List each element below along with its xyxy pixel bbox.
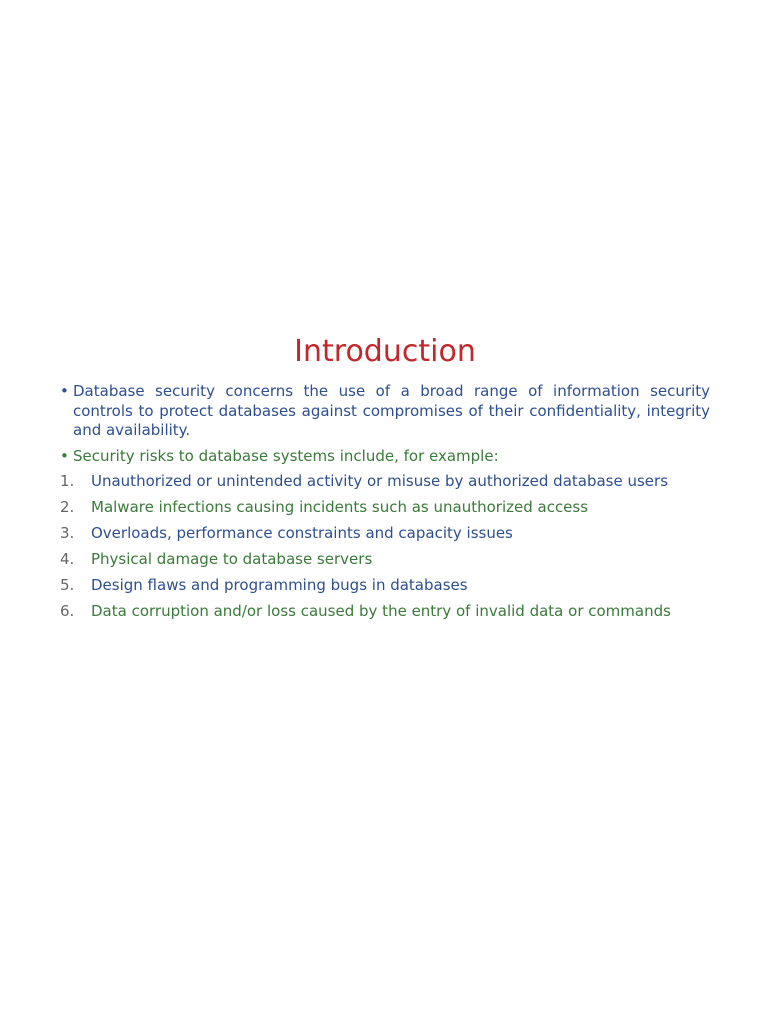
item-text: Overloads, performance constraints and capacity issues [91,524,513,542]
numbered-item [60,602,710,622]
numbered-item [60,576,710,596]
numbered-item [60,498,710,518]
item-text: Physical damage to database servers [91,550,373,568]
bullet-text: Security risks to database systems include, for example: [73,446,499,465]
item-text: Data corruption and/or loss caused by the entry of invalid data or commands [91,602,671,620]
numbered-item [60,524,710,544]
item-text: Design flaws and programming bugs in databases [91,576,468,594]
bullet-text: Database security concerns the use of a broad range of information security controls to protect databases against compromises of their confidentiality, integrity and availability. [73,382,710,439]
item-text: Unauthorized or unintended activity or misuse by authorized database users [91,472,669,490]
slide [60,330,710,628]
bullet-item [60,382,710,441]
numbered-item [60,472,710,492]
slide-title: Introduction [294,334,476,369]
bullet-symbol: • [60,382,69,400]
item-number: 2. [60,498,75,516]
numbered-item [60,550,710,570]
numbered-list [60,472,710,622]
item-number: 3. [60,524,75,542]
bullet-item [60,447,710,467]
item-number: 5. [60,576,75,594]
item-number: 4. [60,550,75,568]
bullet-list [60,382,710,466]
item-number: 1. [60,472,75,490]
item-text: Malware infections causing incidents such as unauthorized access [91,498,589,516]
bullet-symbol: • [60,446,69,465]
item-number: 6. [60,602,75,620]
